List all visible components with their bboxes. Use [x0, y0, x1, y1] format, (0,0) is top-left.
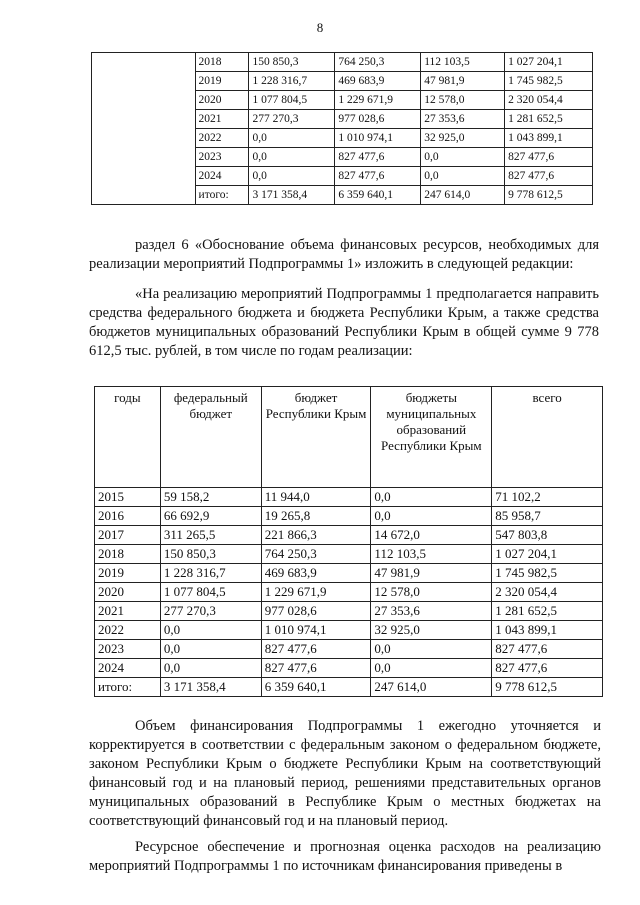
year-cell: 2019: [195, 72, 249, 91]
value-cell: 0,0: [160, 640, 261, 659]
value-cell: 112 103,5: [371, 545, 492, 564]
value-cell: 1 229 671,9: [261, 583, 371, 602]
value-cell: 1 077 804,5: [160, 583, 261, 602]
value-cell: 3 171 358,4: [249, 186, 335, 205]
value-cell: 1 043 899,1: [505, 129, 593, 148]
section-paragraph: раздел 6 «Обоснование объема финансовых ресурсов, необходимых для реализации мероприятий Подпрограммы 1» изложить в следующей редакции:: [89, 237, 599, 272]
value-cell: 6 359 640,1: [261, 678, 371, 697]
table-row: [95, 507, 603, 526]
value-cell: 0,0: [371, 488, 492, 507]
column-header: бюджет Республики Крым: [261, 387, 371, 488]
value-cell: 150 850,3: [249, 53, 335, 72]
value-cell: 827 477,6: [261, 659, 371, 678]
value-cell: 1 281 652,5: [492, 602, 603, 621]
value-cell: 6 359 640,1: [335, 186, 421, 205]
table-row: [95, 621, 603, 640]
value-cell: 27 353,6: [371, 602, 492, 621]
value-cell: 977 028,6: [261, 602, 371, 621]
value-cell: 112 103,5: [421, 53, 505, 72]
table-row: [92, 53, 593, 72]
value-cell: 0,0: [371, 659, 492, 678]
value-cell: 1 027 204,1: [505, 53, 593, 72]
value-cell: 85 958,7: [492, 507, 603, 526]
column-header: всего: [492, 387, 603, 488]
table-row: [95, 564, 603, 583]
year-cell: 2019: [95, 564, 161, 583]
header-row: [95, 387, 603, 488]
value-cell: 827 477,6: [335, 167, 421, 186]
value-cell: 47 981,9: [421, 72, 505, 91]
year-cell: итого:: [95, 678, 161, 697]
value-cell: 827 477,6: [492, 659, 603, 678]
page-number: 8: [316, 20, 324, 35]
column-header: годы: [95, 387, 161, 488]
year-cell: 2022: [195, 129, 249, 148]
value-cell: 311 265,5: [160, 526, 261, 545]
value-cell: 1 745 982,5: [505, 72, 593, 91]
value-cell: 1 027 204,1: [492, 545, 603, 564]
value-cell: 977 028,6: [335, 110, 421, 129]
value-cell: 0,0: [421, 148, 505, 167]
blank-cell: [92, 53, 196, 205]
value-cell: 827 477,6: [505, 148, 593, 167]
value-cell: 2 320 054,4: [505, 91, 593, 110]
year-cell: 2021: [95, 602, 161, 621]
year-cell: 2020: [195, 91, 249, 110]
year-cell: 2017: [95, 526, 161, 545]
value-cell: 277 270,3: [160, 602, 261, 621]
year-cell: 2024: [195, 167, 249, 186]
value-cell: 277 270,3: [249, 110, 335, 129]
table-row: [95, 640, 603, 659]
year-cell: 2016: [95, 507, 161, 526]
value-cell: 32 925,0: [371, 621, 492, 640]
column-header: бюджеты муниципальных образований Республики Крым: [371, 387, 492, 488]
year-cell: 2023: [95, 640, 161, 659]
value-cell: 827 477,6: [335, 148, 421, 167]
value-cell: 1 281 652,5: [505, 110, 593, 129]
year-cell: 2018: [195, 53, 249, 72]
value-cell: 59 158,2: [160, 488, 261, 507]
funding-by-year-table: [94, 386, 603, 697]
value-cell: 3 171 358,4: [160, 678, 261, 697]
value-cell: 0,0: [421, 167, 505, 186]
value-cell: 0,0: [371, 640, 492, 659]
volume-paragraph: Объем финансирования Подпрограммы 1 ежегодно уточняется и корректируется в соответствии с федеральным законом о федеральном бюджете, законом Республики Крым о бюджете Республики Крым на соответствующий финансовый год и на плановый период, решениями представительных органов муниципальных образований в Республике Крым о местных бюджетах на соответствующий финансовый год и на плановый период.: [89, 718, 601, 829]
value-cell: 0,0: [249, 148, 335, 167]
value-cell: 469 683,9: [335, 72, 421, 91]
table-row: [95, 678, 603, 697]
value-cell: 32 925,0: [421, 129, 505, 148]
value-cell: 247 614,0: [421, 186, 505, 205]
value-cell: 547 803,8: [492, 526, 603, 545]
value-cell: 0,0: [249, 167, 335, 186]
value-cell: 764 250,3: [261, 545, 371, 564]
year-cell: 2018: [95, 545, 161, 564]
value-cell: 12 578,0: [371, 583, 492, 602]
value-cell: 1 010 974,1: [335, 129, 421, 148]
table-row: [95, 659, 603, 678]
year-cell: 2020: [95, 583, 161, 602]
value-cell: 19 265,8: [261, 507, 371, 526]
value-cell: 1 229 671,9: [335, 91, 421, 110]
top-funding-table: [91, 52, 593, 205]
value-cell: 150 850,3: [160, 545, 261, 564]
column-header: федеральный бюджет: [160, 387, 261, 488]
value-cell: 9 778 612,5: [492, 678, 603, 697]
value-cell: 47 981,9: [371, 564, 492, 583]
value-cell: 469 683,9: [261, 564, 371, 583]
value-cell: 764 250,3: [335, 53, 421, 72]
value-cell: 1 745 982,5: [492, 564, 603, 583]
value-cell: 1 077 804,5: [249, 91, 335, 110]
value-cell: 0,0: [160, 621, 261, 640]
value-cell: 1 228 316,7: [160, 564, 261, 583]
value-cell: 0,0: [249, 129, 335, 148]
year-cell: 2023: [195, 148, 249, 167]
value-cell: 1 043 899,1: [492, 621, 603, 640]
value-cell: 14 672,0: [371, 526, 492, 545]
resource-paragraph: Ресурсное обеспечение и прогнозная оценка расходов на реализацию мероприятий Подпрограммы 1 по источникам финансирования приведены в: [89, 839, 601, 874]
table-row: [95, 488, 603, 507]
year-cell: итого:: [195, 186, 249, 205]
value-cell: 0,0: [371, 507, 492, 526]
value-cell: 221 866,3: [261, 526, 371, 545]
year-cell: 2015: [95, 488, 161, 507]
intro-paragraph: «На реализацию мероприятий Подпрограммы 1 предполагается направить средства федерального бюджета и бюджета Республики Крым, а также средства бюджетов муниципальных образований Республики Крым в общей сумме 9 778 612,5 тыс. рублей, в том числе по годам реализации:: [89, 286, 599, 359]
value-cell: 12 578,0: [421, 91, 505, 110]
value-cell: 247 614,0: [371, 678, 492, 697]
value-cell: 827 477,6: [492, 640, 603, 659]
year-cell: 2022: [95, 621, 161, 640]
table-row: [95, 602, 603, 621]
value-cell: 827 477,6: [261, 640, 371, 659]
year-cell: 2021: [195, 110, 249, 129]
value-cell: 71 102,2: [492, 488, 603, 507]
value-cell: 827 477,6: [505, 167, 593, 186]
value-cell: 27 353,6: [421, 110, 505, 129]
value-cell: 11 944,0: [261, 488, 371, 507]
table-row: [95, 526, 603, 545]
value-cell: 66 692,9: [160, 507, 261, 526]
table-row: [95, 545, 603, 564]
value-cell: 2 320 054,4: [492, 583, 603, 602]
value-cell: 1 228 316,7: [249, 72, 335, 91]
value-cell: 9 778 612,5: [505, 186, 593, 205]
value-cell: 1 010 974,1: [261, 621, 371, 640]
table-row: [95, 583, 603, 602]
year-cell: 2024: [95, 659, 161, 678]
value-cell: 0,0: [160, 659, 261, 678]
